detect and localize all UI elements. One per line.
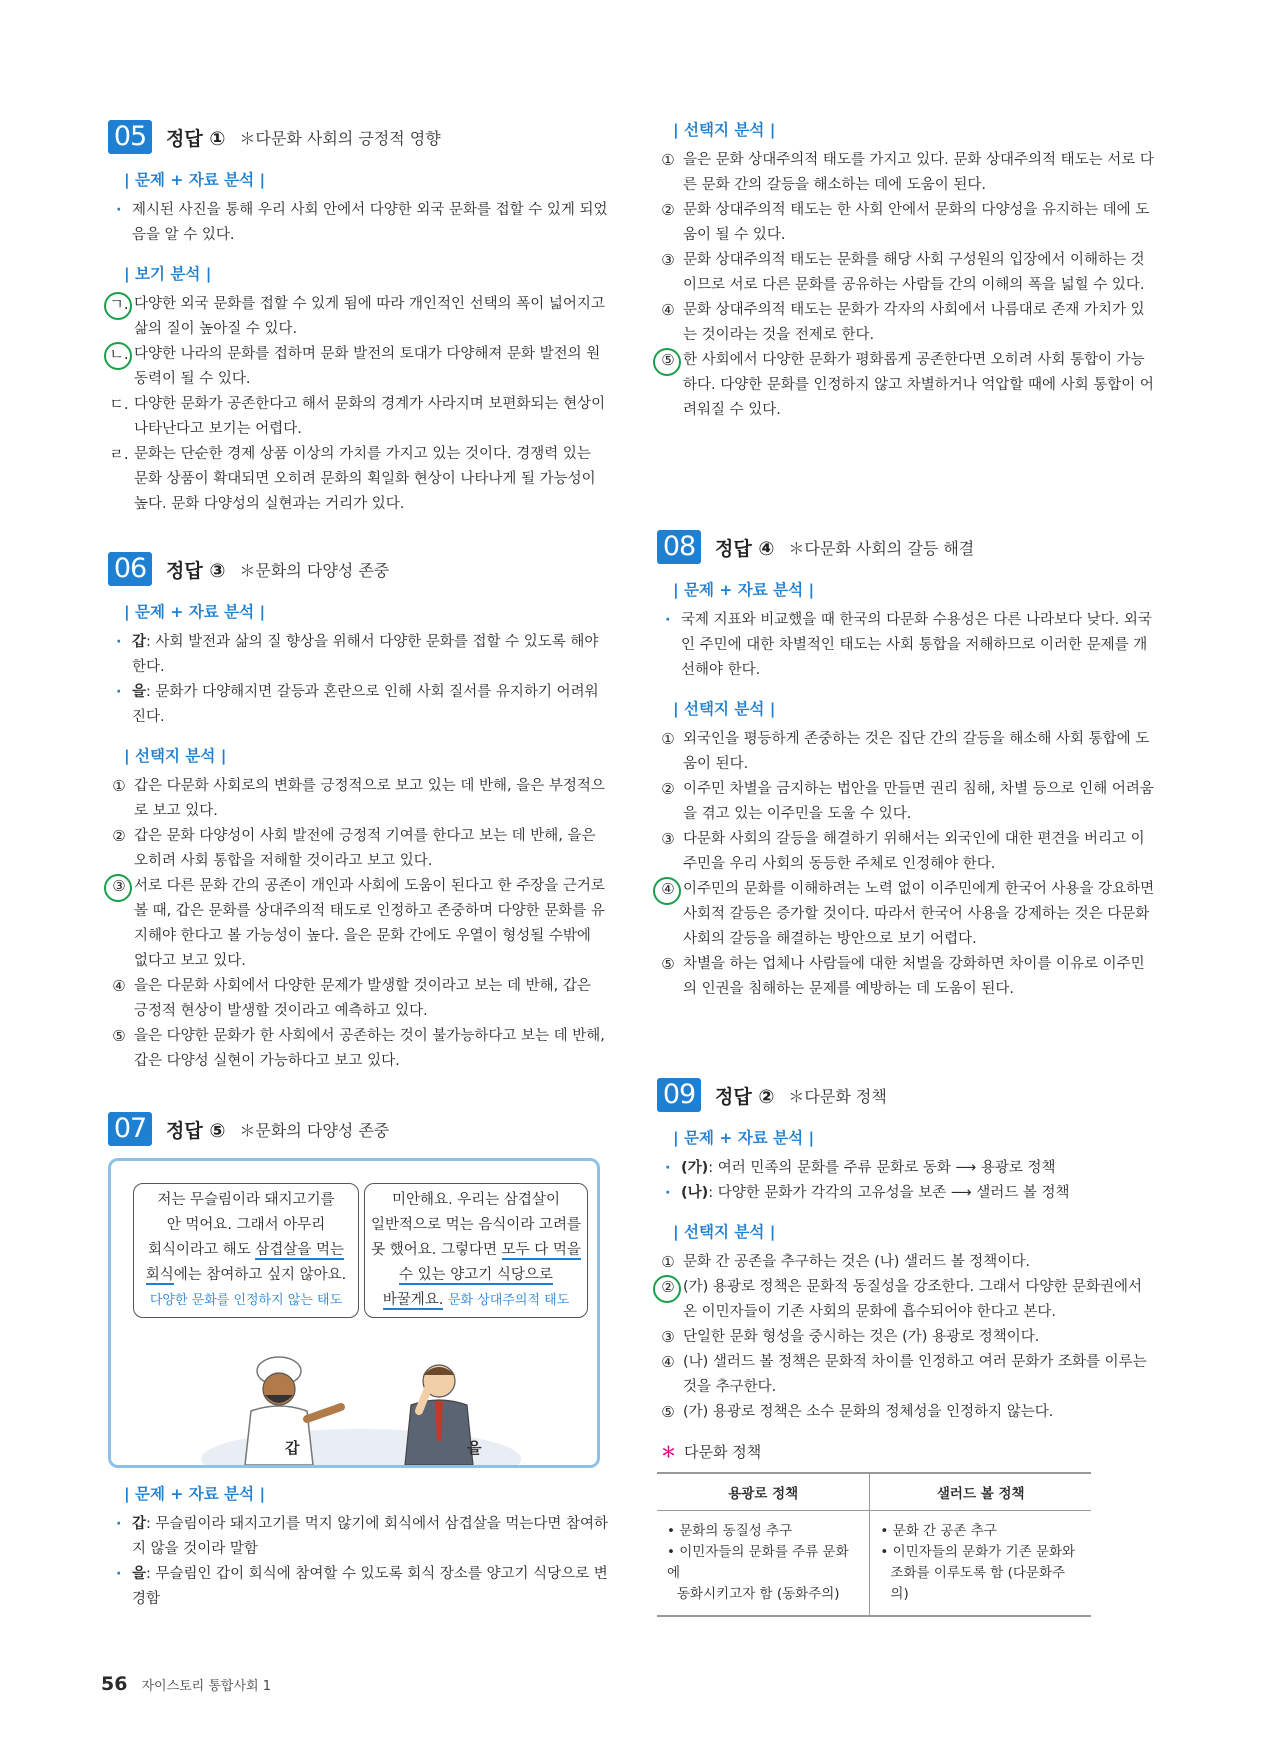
table-header-row [657, 1473, 1091, 1511]
option-item [657, 1350, 1157, 1400]
option-marker: ㄴ. [109, 345, 129, 363]
subheading-problem-analysis: | 문제 + 자료 분석 | [124, 1485, 266, 1503]
option-text: 갑은 다문화 사회로의 변화를 긍정적으로 보고 있는 데 반해, 을은 부정적으로 보고 있다. [134, 778, 605, 819]
subheading-problem-analysis: | 문제 + 자료 분석 | [124, 171, 266, 189]
analysis-bullets [108, 1512, 608, 1612]
bubble-line [371, 1288, 581, 1313]
option-marker: ⑤ [661, 351, 675, 369]
bubble-line [371, 1238, 581, 1263]
option-item [657, 1325, 1157, 1350]
question-topic: ＊다문화 정책 [788, 1086, 887, 1106]
option-item [657, 952, 1157, 1002]
bubble-line [140, 1238, 352, 1263]
table-cell-salad-bowl [870, 1511, 1091, 1617]
table-row [657, 1511, 1091, 1617]
option-item [108, 774, 608, 824]
bullet-item: · 국제 지표와 비교했을 때 한국의 다문화 수용성은 다른 나라보다 낮다. 외국인 주민에 대한 차별적인 태도는 사회 통합을 저해하므로 이러한 문제를 개선해야 한다. [657, 608, 1157, 683]
option-item [657, 777, 1157, 827]
person-label-gap: 갑 [285, 1439, 300, 1457]
option-item [657, 348, 1157, 423]
option-list [108, 292, 608, 517]
option-marker: ⑤ [112, 1027, 126, 1045]
question-topic: ＊문화의 다양성 존중 [239, 560, 390, 580]
cell-line: • 이민자들의 문화를 주류 문화에 [667, 1544, 849, 1581]
analysis-bullets [657, 1156, 1157, 1206]
option-list [108, 774, 608, 1074]
question-number: 09 [657, 1078, 701, 1112]
table-title-text: 다문화 정책 [684, 1443, 762, 1461]
option-item [108, 1024, 608, 1074]
cell-line: 조화를 이루도록 함 (다문화주의) [890, 1565, 1066, 1602]
option-text: 을은 다양한 문화가 한 사회에서 공존하는 것이 불가능하다고 보는 데 반해, 갑은 다양성 실현이 가능하다고 보고 있다. [134, 1028, 605, 1069]
underlined-text: 모두 다 먹을 [501, 1242, 581, 1258]
option-text: 을은 다문화 사회에서 다양한 문제가 발생할 것이라고 보는 데 반해, 갑은 긍정적 현상이 발생할 것이라고 예측하고 있다. [134, 978, 591, 1019]
question-topic: ＊문화의 다양성 존중 [239, 1120, 390, 1140]
option-text: 차별을 하는 업체나 사람들에 대한 처벌을 강화하면 차이를 이유로 이주민의 인권을 침해하는 문제를 예방하는 데 도움이 된다. [683, 956, 1145, 997]
policy-comparison-table [657, 1472, 1091, 1617]
option-item [657, 827, 1157, 877]
option-text: 단일한 문화 형성을 중시하는 것은 (가) 용광로 정책이다. [683, 1329, 1040, 1345]
option-text: 문화 상대주의적 태도는 한 사회 안에서 문화의 다양성을 유지하는 데에 도움이 될 수 있다. [683, 202, 1150, 243]
option-item [657, 298, 1157, 348]
option-text: 다문화 사회의 갈등을 해결하기 위해서는 외국인에 대한 편견을 버리고 이주민을 우리 사회의 동등한 주체로 인정해야 한다. [683, 831, 1145, 872]
option-text: 문화 간 공존을 추구하는 것은 (나) 샐러드 볼 정책이다. [683, 1254, 1030, 1270]
bullet-item [657, 1156, 1157, 1181]
option-text: 갑은 문화 다양성이 사회 발전에 긍정적 기여를 한다고 보는 데 반해, 을은 오히려 사회 통합을 저해할 것이라고 보고 있다. [134, 828, 596, 869]
subheading-choice-analysis: | 선택지 분석 | [673, 121, 776, 139]
bullet-text: : 무슬림인 갑이 회식에 참여할 수 있도록 회식 장소를 양고기 식당으로 변경함 [132, 1566, 608, 1607]
question-number: 08 [657, 530, 701, 564]
option-item [657, 148, 1157, 198]
subheading-choice-analysis: | 선택지 분석 | [673, 700, 776, 718]
bubble-text: 회식이라고 해도 [148, 1242, 256, 1258]
policy-label: (나) [681, 1185, 709, 1201]
option-list [657, 727, 1157, 1002]
option-item [657, 248, 1157, 298]
bullet-item: · 제시된 사진을 통해 우리 사회 안에서 다양한 외국 문화를 접할 수 있게 되었음을 알 수 있다. [108, 198, 608, 248]
option-item [657, 198, 1157, 248]
bubble-line: 저는 무슬림이라 돼지고기를 [157, 1192, 335, 1208]
question-topic: ＊다문화 사회의 긍정적 영향 [239, 128, 441, 148]
option-item [108, 292, 608, 342]
option-marker: ⑤ [661, 1403, 675, 1421]
speaker-label: 갑 [132, 634, 147, 650]
bullet-item [108, 680, 608, 730]
question-header [108, 120, 608, 154]
bullet-item [657, 1181, 1157, 1206]
subheading-choice-analysis: | 선택지 분석 | [673, 1223, 776, 1241]
annotation-note: 문화 상대주의적 태도 [447, 1293, 570, 1308]
bullet-item [108, 1562, 608, 1612]
option-marker: ② [112, 827, 126, 845]
underlined-text: 회식 [145, 1267, 174, 1283]
bullet-text: : 여러 민족의 문화를 주류 문화로 동화 ⟶ 용광로 정책 [708, 1160, 1056, 1176]
speech-bubble-eul [364, 1183, 588, 1318]
underlined-text: 바꿀게요. [382, 1292, 444, 1308]
question-topic: ＊다문화 사회의 갈등 해결 [788, 538, 975, 558]
subheading-choice-analysis: | 선택지 분석 | [124, 747, 227, 765]
option-item [108, 974, 608, 1024]
option-marker: ② [661, 1278, 675, 1296]
question-09 [657, 1078, 1157, 1617]
question-07 [108, 1112, 608, 1612]
bubble-line: 일반적으로 먹는 음식이라 고려를 [371, 1217, 581, 1233]
bubble-line: 미안해요. 우리는 삼겹살이 [392, 1192, 560, 1208]
option-marker: ① [661, 730, 675, 748]
subheading-problem-analysis: | 문제 + 자료 분석 | [673, 581, 815, 599]
bullet-item [108, 1512, 608, 1562]
option-marker: ③ [112, 877, 126, 895]
bubble-line [140, 1263, 352, 1288]
option-marker: ⑤ [661, 955, 675, 973]
underlined-text: 삼겹살을 먹는 [255, 1242, 344, 1258]
question-header [108, 1112, 608, 1146]
option-text: (가) 용광로 정책은 소수 문화의 정체성을 인정하지 않는다. [683, 1404, 1054, 1420]
option-item [657, 1400, 1157, 1425]
policy-label: (가) [681, 1160, 709, 1176]
option-text: 한 사회에서 다양한 문화가 평화롭게 공존한다면 오히려 사회 통합이 가능하다. 다양한 문화를 인정하지 않고 차별하거나 억압할 때에 사회 통합이 어려워질 수 있다. [683, 352, 1154, 418]
option-text: (가) 용광로 정책은 문화적 동질성을 강조한다. 그래서 다양한 문화권에서 온 이민자들이 기존 사회의 문화에 흡수되어야 한다고 본다. [683, 1279, 1142, 1320]
page-number: 56 [101, 1673, 128, 1695]
subheading-problem-analysis: | 문제 + 자료 분석 | [124, 603, 266, 621]
option-text: 문화 상대주의적 태도는 문화를 해당 사회 구성원의 입장에서 이해하는 것이므로 서로 다른 문화를 공유하는 사람들 간의 이해의 폭을 넓힐 수 있다. [683, 252, 1145, 293]
option-item [108, 342, 608, 392]
question-number: 07 [108, 1112, 152, 1146]
cell-line: • 이민자들의 문화가 기존 문화와 [880, 1544, 1076, 1560]
question-number: 06 [108, 552, 152, 586]
question-header [108, 552, 608, 586]
cell-line: • 문화의 동질성 추구 [667, 1523, 793, 1539]
option-text: 이주민의 문화를 이해하려는 노력 없이 이주민에게 한국어 사용을 강요하면 사회적 갈등은 증가할 것이다. 따라서 한국어 사용을 강제하는 것은 다문화 사회의 갈등을 해결하는 방안으로 보기 어렵다. [683, 881, 1155, 947]
cell-line: • 문화 간 공존 추구 [880, 1523, 997, 1539]
page-footer [101, 1673, 271, 1695]
option-marker: ② [661, 201, 675, 219]
speaker-label: 갑 [132, 1516, 147, 1532]
bullet-text: : 다양한 문화가 각각의 고유성을 보존 ⟶ 샐러드 볼 정책 [708, 1185, 1070, 1201]
book-title: 자이스토리 통합사회 1 [141, 1679, 272, 1694]
option-marker: ② [661, 780, 675, 798]
option-text: 외국인을 평등하게 존중하는 것은 집단 간의 갈등을 해소해 사회 통합에 도움이 된다. [683, 731, 1150, 772]
option-item [108, 392, 608, 442]
bubble-line: 안 먹어요. 그래서 아무리 [166, 1217, 326, 1233]
bubble-text: 못 했어요. 그렇다면 [371, 1242, 502, 1258]
option-text: 이주민 차별을 금지하는 법안을 만들면 권리 침해, 차별 등으로 인해 어려움을 겪고 있는 이주민을 도울 수 있다. [683, 781, 1154, 822]
option-marker: ④ [112, 977, 126, 995]
speech-bubble-gap [133, 1183, 359, 1318]
comic-illustration [108, 1158, 600, 1468]
option-item [657, 1275, 1157, 1325]
option-marker: ㄷ. [109, 395, 129, 413]
option-text: 을은 문화 상대주의적 태도를 가지고 있다. 문화 상대주의적 태도는 서로 다른 문화 간의 갈등을 해소하는 데에 도움이 된다. [683, 152, 1154, 193]
option-marker: ④ [661, 1353, 675, 1371]
question-06 [108, 552, 608, 1074]
option-marker: ㄹ. [109, 445, 129, 463]
option-text: 서로 다른 문화 간의 공존이 개인과 사회에 도움이 된다고 한 주장을 근거로 볼 때, 갑은 문화를 상대주의적 태도로 인정하고 존중하며 다양한 문화를 유지해야 한다고 볼 가능성이 높다. 을은 문화 간에도 우열이 형성될 수밖에 없다고 보고 있다. [134, 878, 605, 969]
korean-man-figure [405, 1365, 473, 1465]
option-item [657, 1250, 1157, 1275]
option-text: 다양한 외국 문화를 접할 수 있게 됨에 따라 개인적인 선택의 폭이 넓어지고 삶의 질이 높아질 수 있다. [134, 296, 605, 337]
question-header [657, 1078, 1157, 1112]
analysis-bullets [657, 608, 1157, 683]
answer-label: 정답 ⑤ [166, 1119, 226, 1142]
question-07-choices [657, 104, 1157, 423]
option-text: 문화 상대주의적 태도는 문화가 각자의 사회에서 나름대로 존재 가치가 있는 것이라는 것을 전제로 한다. [683, 302, 1145, 343]
cell-line: 동화시키고자 함 (동화주의) [677, 1586, 840, 1602]
question-number: 05 [108, 120, 152, 154]
option-marker: ④ [661, 301, 675, 319]
bullet-text: : 사회 발전과 삶의 질 향상을 위해서 다양한 문화를 접할 수 있도록 해야 한다. [132, 634, 599, 675]
table-header-salad-bowl: 샐러드 볼 정책 [870, 1473, 1091, 1511]
option-marker: ③ [661, 251, 675, 269]
subheading-problem-analysis: | 문제 + 자료 분석 | [673, 1129, 815, 1147]
speaker-label: 을 [132, 1566, 147, 1582]
star-icon: ＊ [661, 1443, 677, 1461]
table-header-melting-pot: 용광로 정책 [657, 1473, 870, 1511]
option-marker: ③ [661, 1328, 675, 1346]
option-marker: ① [661, 151, 675, 169]
option-text: 다양한 문화가 공존한다고 해서 문화의 경계가 사라지며 보편화되는 현상이 나타난다고 보기는 어렵다. [134, 396, 606, 437]
option-item [108, 874, 608, 974]
option-marker: ④ [661, 880, 675, 898]
bullet-item [108, 630, 608, 680]
option-text: (나) 샐러드 볼 정책은 문화적 차이를 인정하고 여러 문화가 조화를 이루는 것을 추구한다. [683, 1354, 1147, 1395]
person-label-eul: 을 [467, 1439, 482, 1457]
bullet-text: : 문화가 다양해지면 갈등과 혼란으로 인해 사회 질서를 유지하기 어려워진다. [132, 684, 599, 725]
table-cell-melting-pot [657, 1511, 870, 1617]
subheading-view-analysis: | 보기 분석 | [124, 265, 212, 283]
option-text: 문화는 단순한 경제 상품 이상의 가치를 가지고 있는 것이다. 경쟁력 있는 문화 상품이 확대되면 오히려 문화의 획일화 현상이 나타나게 될 가능성이 높다. 문화 다양성의 실현과는 거리가 있다. [134, 446, 596, 512]
answer-label: 정답 ③ [166, 559, 226, 582]
option-item [657, 727, 1157, 777]
question-05 [108, 120, 608, 517]
answer-label: 정답 ① [166, 127, 226, 150]
option-marker: ③ [661, 830, 675, 848]
analysis-bullets [108, 630, 608, 730]
bubble-text: 에는 참여하고 싶지 않아요. [173, 1267, 347, 1283]
analysis-bullets [108, 198, 608, 248]
option-list [657, 148, 1157, 423]
option-marker: ① [661, 1253, 675, 1271]
option-item [108, 442, 608, 517]
option-list [657, 1250, 1157, 1425]
underlined-text: 수 있는 양고기 식당으로 [399, 1267, 553, 1283]
option-item [108, 824, 608, 874]
question-header [657, 530, 1157, 564]
option-marker: ㄱ. [109, 295, 129, 313]
annotation-note: 다양한 문화를 인정하지 않는 태도 [149, 1293, 343, 1308]
answer-label: 정답 ② [715, 1085, 775, 1108]
speaker-label: 을 [132, 684, 147, 700]
option-marker: ① [112, 777, 126, 795]
answer-label: 정답 ④ [715, 537, 775, 560]
option-text: 다양한 나라의 문화를 접하며 문화 발전의 토대가 다양해져 문화 발전의 원동력이 될 수 있다. [134, 346, 601, 387]
policy-table-title [661, 1441, 1157, 1462]
question-08 [657, 530, 1157, 1002]
people-illustration [191, 1341, 551, 1465]
option-item [657, 877, 1157, 952]
bubble-line [371, 1263, 581, 1288]
bullet-text: : 무슬림이라 돼지고기를 먹지 않기에 회식에서 삼겹살을 먹는다면 참여하지 않을 것이라 말함 [132, 1516, 608, 1557]
